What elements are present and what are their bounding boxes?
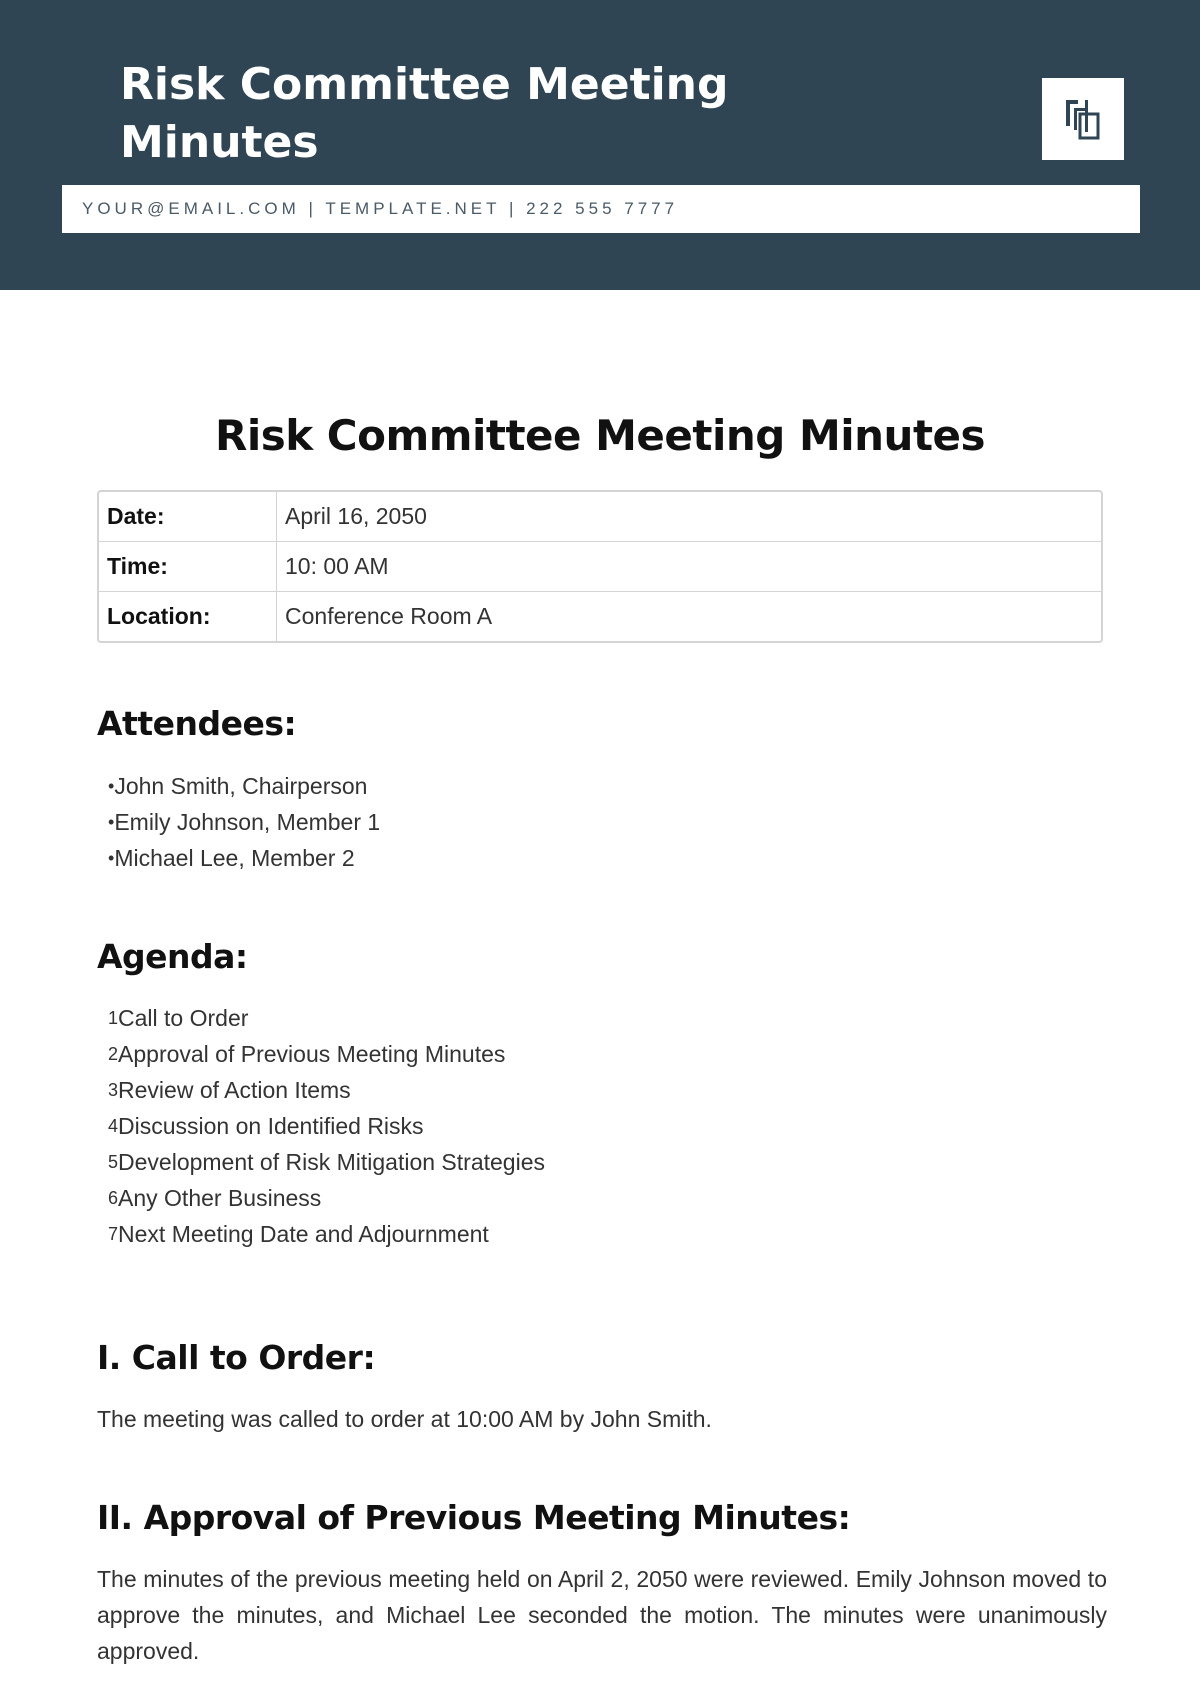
- list-item: [108, 1036, 545, 1072]
- info-label: Date:: [99, 492, 277, 541]
- header-title: Risk Committee Meeting Minutes: [120, 59, 729, 168]
- agenda-number: 6: [108, 1188, 119, 1208]
- agenda-number: 2: [108, 1044, 119, 1064]
- section-body-call-to-order: The meeting was called to order at 10:00 AM by John Smith.: [97, 1406, 712, 1432]
- attendee-name: Emily Johnson, Member 1: [114, 809, 381, 835]
- list-item: [108, 1108, 545, 1144]
- list-item: [108, 1000, 545, 1036]
- info-value: Conference Room A: [285, 603, 493, 629]
- info-value: April 16, 2050: [285, 503, 427, 529]
- document-logo-icon: [1060, 96, 1106, 142]
- logo: [1042, 78, 1124, 160]
- bullet-icon: •: [108, 812, 115, 832]
- info-label: Location:: [99, 592, 277, 641]
- meeting-info-table: [97, 490, 1103, 643]
- info-row-time: [99, 542, 1101, 592]
- agenda-number: 4: [108, 1116, 119, 1136]
- page-header: [0, 0, 1200, 290]
- agenda-text: Development of Risk Mitigation Strategies: [118, 1149, 545, 1175]
- section-heading-approval: II. Approval of Previous Meeting Minutes:: [97, 1498, 851, 1537]
- document-title: Risk Committee Meeting Minutes: [214, 411, 986, 460]
- info-row-date: [99, 492, 1101, 542]
- contact-bar: [62, 185, 1140, 233]
- agenda-text: Review of Action Items: [118, 1077, 351, 1103]
- list-item: [108, 840, 380, 876]
- list-item: [108, 1180, 545, 1216]
- agenda-text: Call to Order: [118, 1005, 249, 1031]
- agenda-number: 5: [108, 1152, 119, 1172]
- list-item: [108, 1072, 545, 1108]
- agenda-text: Next Meeting Date and Adjournment: [118, 1221, 489, 1247]
- list-item: [108, 1216, 545, 1252]
- agenda-text: Discussion on Identified Risks: [118, 1113, 424, 1139]
- attendee-name: Michael Lee, Member 2: [114, 845, 355, 871]
- info-value: 10: 00 AM: [285, 553, 389, 579]
- list-item: [108, 804, 380, 840]
- agenda-text: Approval of Previous Meeting Minutes: [118, 1041, 506, 1067]
- list-item: [108, 1144, 545, 1180]
- attendees-heading: Attendees:: [97, 704, 297, 743]
- agenda-number: 3: [108, 1080, 119, 1100]
- agenda-text: Any Other Business: [118, 1185, 322, 1211]
- bullet-icon: •: [108, 848, 115, 868]
- attendees-list: [108, 768, 380, 876]
- info-row-location: [99, 592, 1101, 641]
- agenda-heading: Agenda:: [97, 937, 248, 976]
- section-heading-call-to-order: I. Call to Order:: [97, 1338, 376, 1377]
- attendee-name: John Smith, Chairperson: [114, 773, 368, 799]
- info-label: Time:: [99, 542, 277, 591]
- list-item: [108, 768, 380, 804]
- agenda-number: 1: [108, 1008, 119, 1028]
- bullet-icon: •: [108, 776, 115, 796]
- section-body-approval: The minutes of the previous meeting held on April 2, 2050 were reviewed. Emily Johnson moved to approve the minutes, and Michael Lee seconded the motion. The minutes were unanimously approved.: [97, 1566, 1107, 1664]
- agenda-list: [108, 1000, 545, 1252]
- contact-info: YOUR@EMAIL.COM | TEMPLATE.NET | 222 555 7777: [82, 199, 679, 218]
- agenda-number: 7: [108, 1224, 119, 1244]
